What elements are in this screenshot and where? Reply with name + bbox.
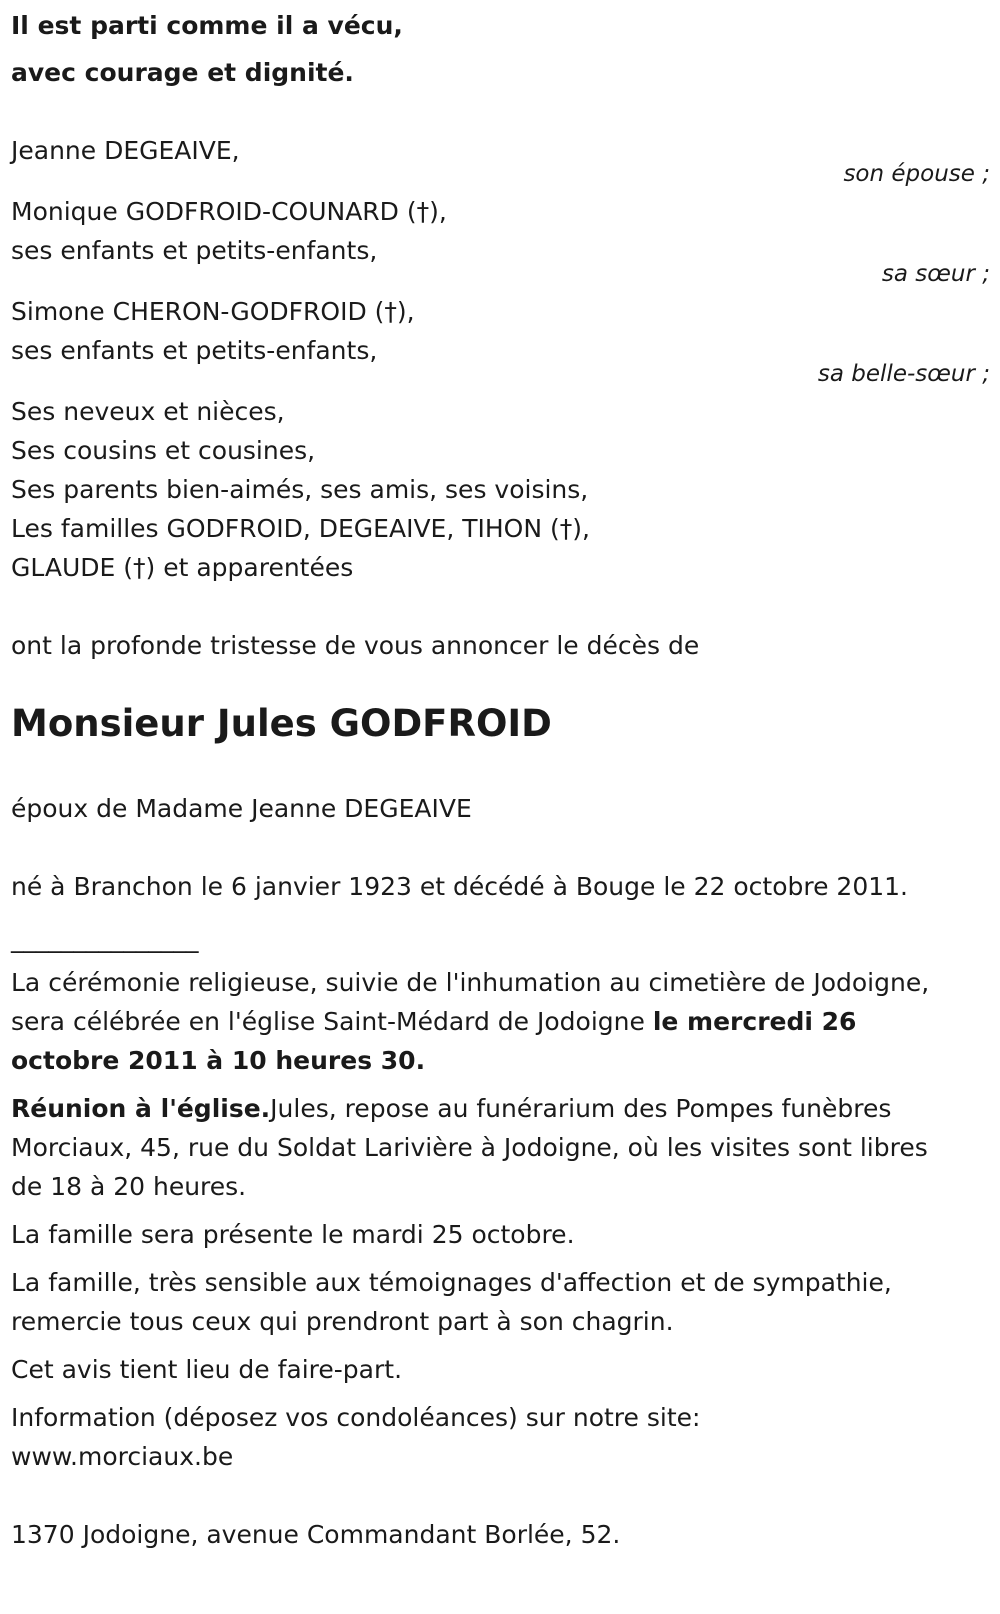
relatives-line: Ses parents bien-aimés, ses amis, ses voisins, [11,475,589,504]
ceremony-date: le mercredi 26 [652,1007,857,1036]
sister-in-law-children: ses enfants et petits-enfants, [11,336,378,365]
sister-name: Monique GODFROID-COUNARD (†), [11,197,447,226]
sister-in-law-name: Simone CHERON-GODFROID (†), [11,297,415,326]
spouse-role: son épouse ; [843,161,990,187]
relatives-line: Ses cousins et cousines, [11,436,316,465]
relatives-line: Ses neveux et nièces, [11,397,285,426]
ceremony-line-1: La cérémonie religieuse, suivie de l'inhumation au cimetière de Jodoigne, [11,968,930,997]
ceremony-time: octobre 2011 à 10 heures 30. [11,1046,426,1075]
reunion-text: Jules, repose au funérarium des Pompes funèbres [270,1094,892,1123]
info-line-1: Information (déposez vos condoléances) sur notre site: [11,1403,701,1432]
reunion-line-3: de 18 à 20 heures. [11,1172,247,1201]
reunion-line-1 [11,1092,891,1126]
sister-in-law-role: sa belle-sœur ; [817,361,990,387]
ceremony-place: sera célébrée en l'église Saint-Médard de Jodoigne [11,1007,653,1036]
thanks-line-2: remercie tous ceux qui prendront part à son chagrin. [11,1307,674,1336]
ceremony-line-2 [11,1005,856,1039]
notice-text: Cet avis tient lieu de faire-part. [11,1355,403,1384]
separator: _______________ [11,924,199,953]
sister-children: ses enfants et petits-enfants, [11,236,378,265]
deceased-dates: né à Branchon le 6 janvier 1923 et décédé à Bouge le 22 octobre 2011. [11,872,908,901]
epigraph-line-2: avec courage et dignité. [11,58,354,87]
spouse-name: Jeanne DEGEAIVE, [11,136,240,165]
address: 1370 Jodoigne, avenue Commandant Borlée, 52. [11,1520,621,1549]
announcement: ont la profonde tristesse de vous annoncer le décès de [11,631,700,660]
relatives-line: GLAUDE (†) et apparentées [11,553,354,582]
reunion-line-2: Morciaux, 45, rue du Soldat Larivière à Jodoigne, où les visites sont libres [11,1133,928,1162]
deceased-spouse-line: époux de Madame Jeanne DEGEAIVE [11,794,472,823]
thanks-line-1: La famille, très sensible aux témoignages d'affection et de sympathie, [11,1268,892,1297]
reunion-heading: Réunion à l'église. [11,1094,271,1123]
epigraph-line-1: Il est parti comme il a vécu, [11,11,403,40]
website-link[interactable]: www.morciaux.be [11,1442,234,1471]
sister-role: sa sœur ; [881,261,990,287]
deceased-name: Monsieur Jules GODFROID [11,702,552,745]
presence-text: La famille sera présente le mardi 25 octobre. [11,1220,575,1249]
relatives-line: Les familles GODFROID, DEGEAIVE, TIHON (†), [11,514,590,543]
